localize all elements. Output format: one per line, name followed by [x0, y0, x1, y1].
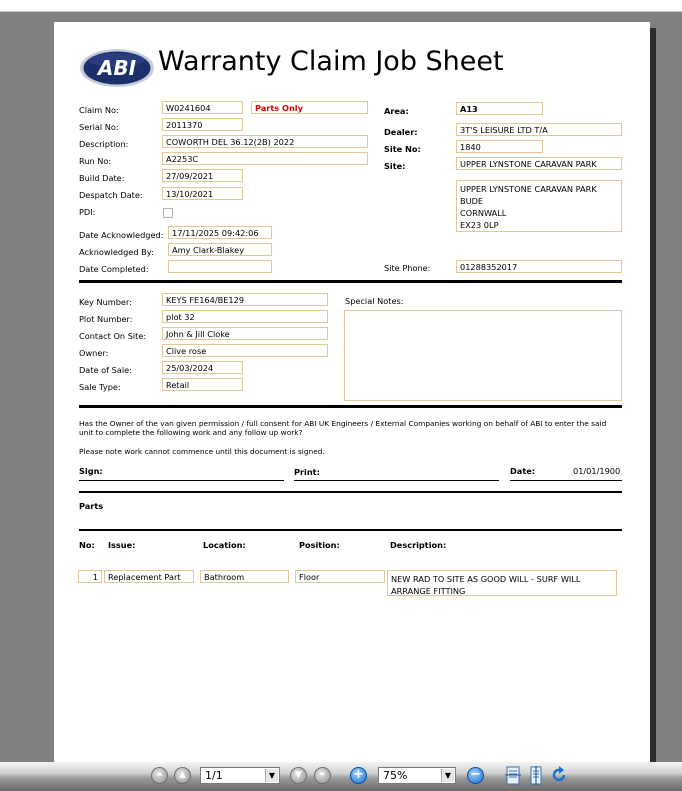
plot-number-label: Plot Number:: [79, 314, 133, 324]
site-field: UPPER LYNSTONE CARAVAN PARK: [456, 157, 622, 170]
sale-type-label: Sale Type:: [79, 382, 121, 392]
despatch-date-label: Despatch Date:: [79, 190, 143, 200]
part-row-location: Bathroom: [200, 570, 289, 583]
site-phone-label: Site Phone:: [384, 263, 431, 273]
run-no-label: Run No:: [79, 156, 112, 166]
col-header-issue: Issue:: [108, 540, 136, 550]
plot-number-field: plot 32: [162, 310, 328, 323]
date-acknowledged-field: 17/11/2025 09:42:06: [168, 226, 272, 239]
last-page-icon[interactable]: ⏷: [314, 767, 331, 784]
key-number-label: Key Number:: [79, 297, 132, 307]
date-acknowledged-label: Date Acknowledged:: [79, 230, 164, 240]
window-top-strip: [0, 0, 682, 12]
part-row-issue: Replacement Part: [104, 570, 194, 583]
parts-heading: Parts: [79, 501, 104, 511]
owner-field: Clive rose: [162, 344, 328, 357]
col-header-location: Location:: [203, 540, 246, 550]
date-completed-field: [168, 260, 272, 273]
part-row-position: Floor: [295, 570, 385, 583]
zoom-select[interactable]: [378, 767, 456, 784]
site-label: Site:: [384, 161, 406, 171]
sale-date-label: Date of Sale:: [79, 365, 132, 375]
site-address-field: [456, 180, 622, 232]
zoom-out-icon[interactable]: −: [467, 767, 484, 784]
consent-note: Please note work cannot commence until this document is signed.: [79, 447, 325, 456]
contact-field: John & Jill Cloke: [162, 327, 328, 340]
sign-label: Sign:: [79, 466, 103, 476]
fit-page-icon[interactable]: [528, 766, 544, 785]
consent-question: Has the Owner of the van given permission / full consent for ABI UK Engineers / External Companies working on behalf of ABI to enter the said unit to complete the following work and any follow up work?: [79, 419, 607, 437]
date-completed-label: Date Completed:: [79, 264, 149, 274]
previous-page-icon[interactable]: ▲: [174, 767, 191, 784]
part-row-no: 1: [78, 570, 102, 583]
section-divider: [79, 405, 622, 408]
pdi-label: PDI:: [79, 207, 96, 217]
acknowledged-by-label: Acknowledged By:: [79, 247, 154, 257]
special-notes-label: Special Notes:: [345, 296, 404, 306]
document-page: [54, 22, 650, 762]
page-dropdown-arrow-icon[interactable]: ▼: [265, 769, 278, 782]
print-label: Print:: [294, 467, 320, 477]
sale-type-field: Retail: [162, 378, 243, 391]
dealer-label: Dealer:: [384, 127, 418, 137]
col-header-position: Position:: [299, 540, 340, 550]
rotate-icon[interactable]: [552, 766, 568, 785]
serial-no-label: Serial No:: [79, 122, 119, 132]
acknowledged-by-field: Amy Clark-Blakey: [168, 243, 272, 256]
section-divider: [79, 529, 622, 531]
address-line: CORNWALL: [460, 208, 507, 218]
serial-no-field: 2011370: [162, 118, 243, 131]
address-line: UPPER LYNSTONE CARAVAN PARK: [460, 184, 597, 194]
page-number-value: 1/1: [205, 769, 223, 782]
run-no-field: A2253C: [162, 152, 368, 165]
fit-width-icon[interactable]: [505, 766, 521, 785]
address-line: EX23 0LP: [460, 220, 499, 230]
key-number-field: KEYS FE164/BE129: [162, 293, 328, 306]
owner-label: Owner:: [79, 348, 109, 358]
contact-label: Contact On Site:: [79, 331, 147, 341]
claim-no-field: W0241604: [162, 101, 243, 114]
page-title: Warranty Claim Job Sheet: [158, 46, 504, 77]
site-phone-field: 01288352017: [456, 260, 622, 273]
zoom-in-icon[interactable]: +: [350, 767, 367, 784]
claim-no-label: Claim No:: [79, 105, 119, 115]
print-line: [294, 480, 499, 481]
page-number-select[interactable]: [200, 767, 280, 784]
dealer-field: 3T'S LEISURE LTD T/A: [456, 123, 622, 136]
pdi-checkbox: [163, 208, 173, 218]
sign-date-value: 01/01/1900: [573, 466, 621, 476]
sign-line: [79, 480, 284, 481]
area-label: Area:: [384, 106, 409, 116]
claim-type-field: Parts Only: [251, 101, 368, 114]
despatch-date-field: 13/10/2021: [162, 187, 243, 200]
sale-date-field: 25/03/2024: [162, 361, 243, 374]
description-field: COWORTH DEL 36.12(2B) 2022: [162, 135, 368, 148]
address-line: BUDE: [460, 196, 484, 206]
abi-logo: [79, 48, 155, 88]
special-notes-field: [344, 310, 622, 401]
date-line: [510, 480, 622, 481]
build-date-field: 27/09/2021: [162, 169, 243, 182]
site-no-label: Site No:: [384, 144, 421, 154]
site-no-field: 1840: [456, 140, 543, 153]
svg-text:ABI: ABI: [97, 56, 137, 80]
part-row-description: NEW RAD TO SITE AS GOOD WILL - SURF WILL ARRANGE FITTING: [387, 570, 617, 596]
section-divider: [79, 280, 622, 283]
next-page-icon[interactable]: ▼: [290, 767, 307, 784]
viewer-toolbar: [0, 762, 682, 791]
area-field: A13: [456, 102, 543, 115]
col-header-no: No:: [79, 540, 95, 550]
first-page-icon[interactable]: ⏶: [151, 767, 168, 784]
col-header-description: Description:: [390, 540, 447, 550]
build-date-label: Build Date:: [79, 173, 125, 183]
description-label: Description:: [79, 139, 129, 149]
date-label: Date:: [510, 466, 536, 476]
zoom-dropdown-arrow-icon[interactable]: ▼: [441, 769, 454, 782]
zoom-value: 75%: [383, 769, 408, 782]
section-divider: [79, 491, 622, 493]
